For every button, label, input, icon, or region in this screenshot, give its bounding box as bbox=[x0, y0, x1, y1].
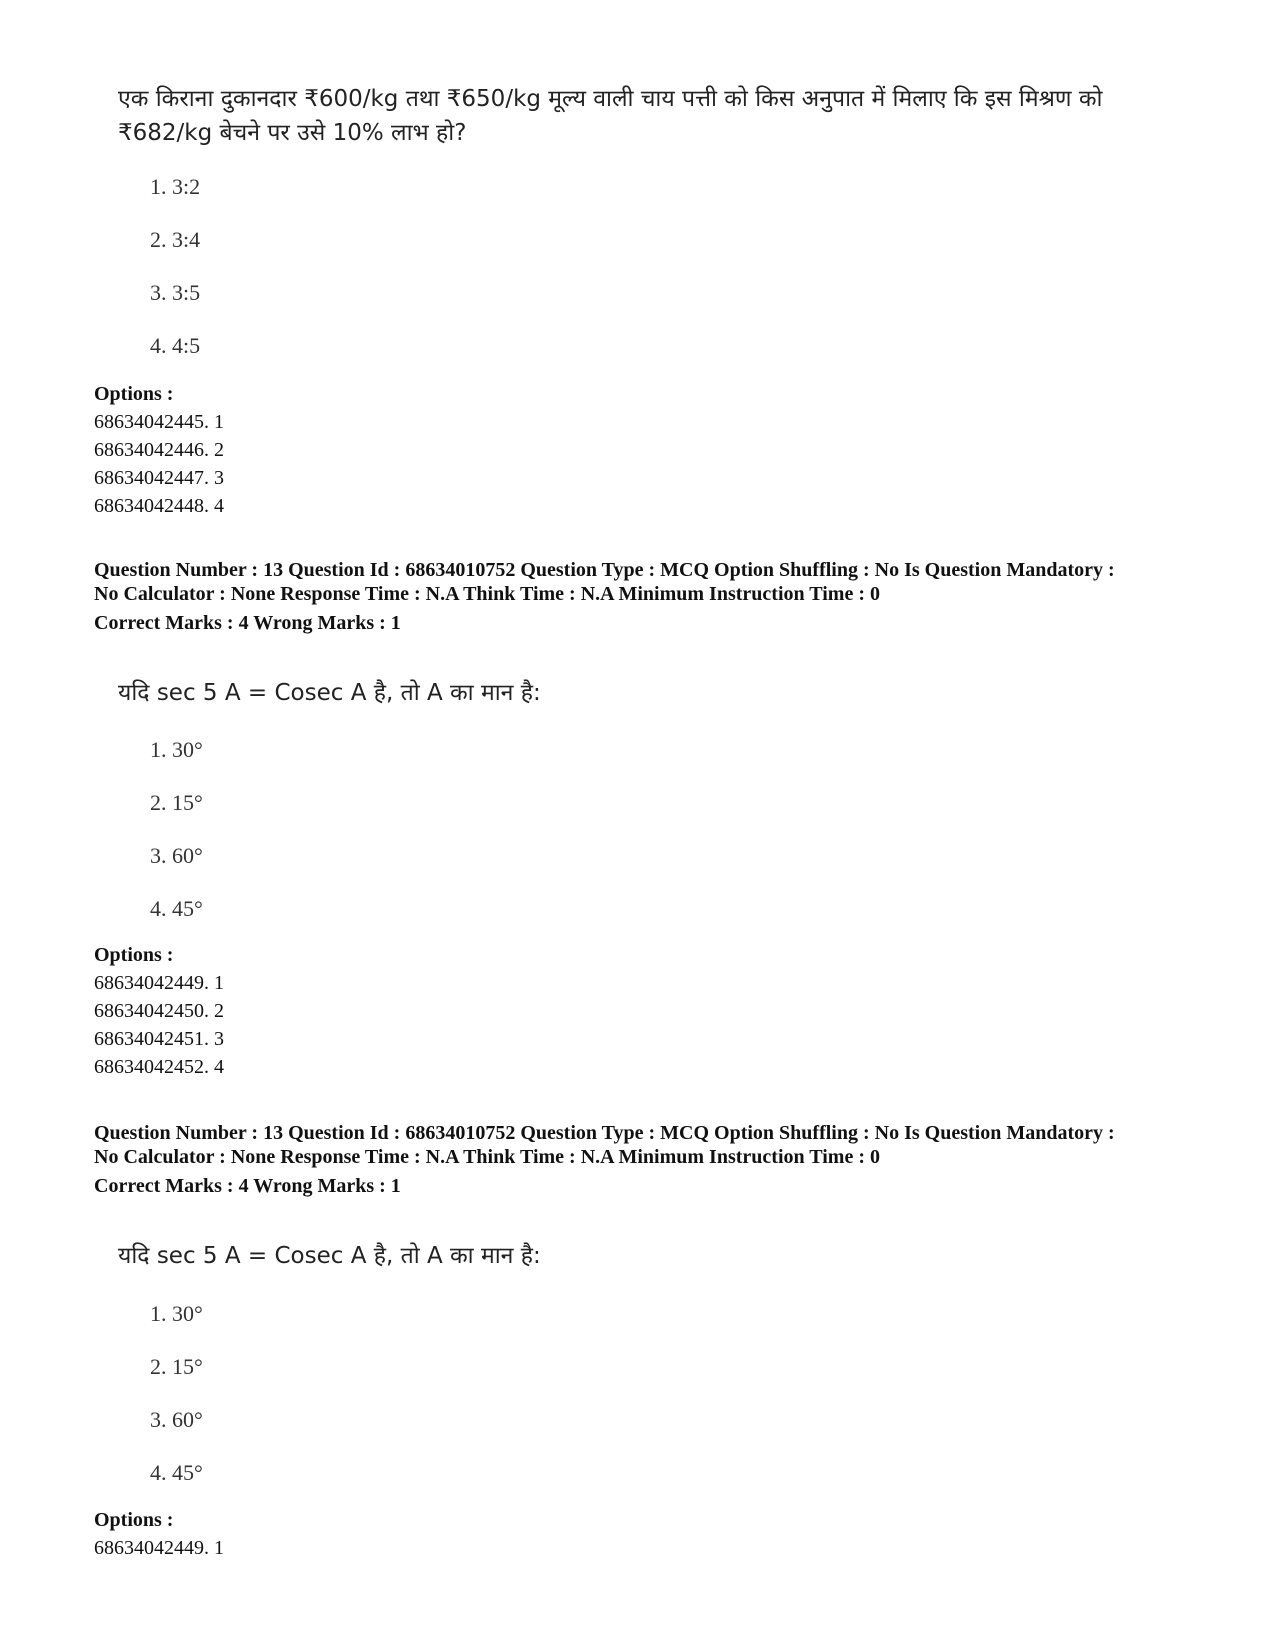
choice-3: 3. 3:5 bbox=[150, 280, 201, 305]
option-id: 68634042448. 4 bbox=[94, 495, 224, 517]
option-id: 68634042446. 2 bbox=[94, 439, 224, 461]
meta-line-1: Question Number : 13 Question Id : 68634010752 Question Type : MCQ Option Shuffling : No Is Question Mandatory : bbox=[94, 559, 1115, 581]
choice-4: 4. 45° bbox=[150, 896, 203, 921]
options-label: Options : bbox=[94, 944, 174, 966]
marks-line: Correct Marks : 4 Wrong Marks : 1 bbox=[94, 1175, 401, 1197]
meta-line-1: Question Number : 13 Question Id : 68634010752 Question Type : MCQ Option Shuffling : No Is Question Mandatory : bbox=[94, 1122, 1115, 1144]
option-id: 68634042445. 1 bbox=[94, 411, 224, 433]
option-id: 68634042449. 1 bbox=[94, 972, 224, 994]
marks-line: Correct Marks : 4 Wrong Marks : 1 bbox=[94, 612, 401, 634]
choice-3: 3. 60° bbox=[150, 1407, 203, 1432]
choice-3: 3. 60° bbox=[150, 843, 203, 868]
option-id: 68634042449. 1 bbox=[94, 1537, 224, 1559]
choice-2: 2. 3:4 bbox=[150, 227, 201, 252]
question-meta bbox=[94, 1121, 1194, 1169]
question-line-1: एक किराना दुकानदार ₹600/kg तथा ₹650/kg मूल्य वाली चाय पत्ती को किस अनुपात में मिलाए कि इस मिश्रण को bbox=[118, 86, 1103, 112]
question-text: यदि sec 5 A = Cosec A है, तो A का मान है: bbox=[118, 1243, 541, 1269]
question-text bbox=[118, 82, 1178, 150]
question-meta bbox=[94, 558, 1194, 606]
option-id: 68634042451. 3 bbox=[94, 1028, 224, 1050]
choice-4: 4. 45° bbox=[150, 1460, 203, 1485]
question-line-2: ₹682/kg बेचने पर उसे 10% लाभ हो? bbox=[118, 120, 467, 146]
meta-line-2: No Calculator : None Response Time : N.A Think Time : N.A Minimum Instruction Time : 0 bbox=[94, 1146, 880, 1168]
option-id: 68634042450. 2 bbox=[94, 1000, 224, 1022]
options-label: Options : bbox=[94, 1509, 174, 1531]
choice-2: 2. 15° bbox=[150, 1354, 203, 1379]
choice-1: 1. 3:2 bbox=[150, 174, 201, 199]
choice-1: 1. 30° bbox=[150, 1301, 203, 1326]
option-id: 68634042447. 3 bbox=[94, 467, 224, 489]
choice-2: 2. 15° bbox=[150, 790, 203, 815]
options-label: Options : bbox=[94, 383, 174, 405]
option-id: 68634042452. 4 bbox=[94, 1056, 224, 1078]
choice-4: 4. 4:5 bbox=[150, 333, 201, 358]
meta-line-2: No Calculator : None Response Time : N.A Think Time : N.A Minimum Instruction Time : 0 bbox=[94, 583, 880, 605]
question-text: यदि sec 5 A = Cosec A है, तो A का मान है: bbox=[118, 680, 541, 706]
choice-1: 1. 30° bbox=[150, 737, 203, 762]
